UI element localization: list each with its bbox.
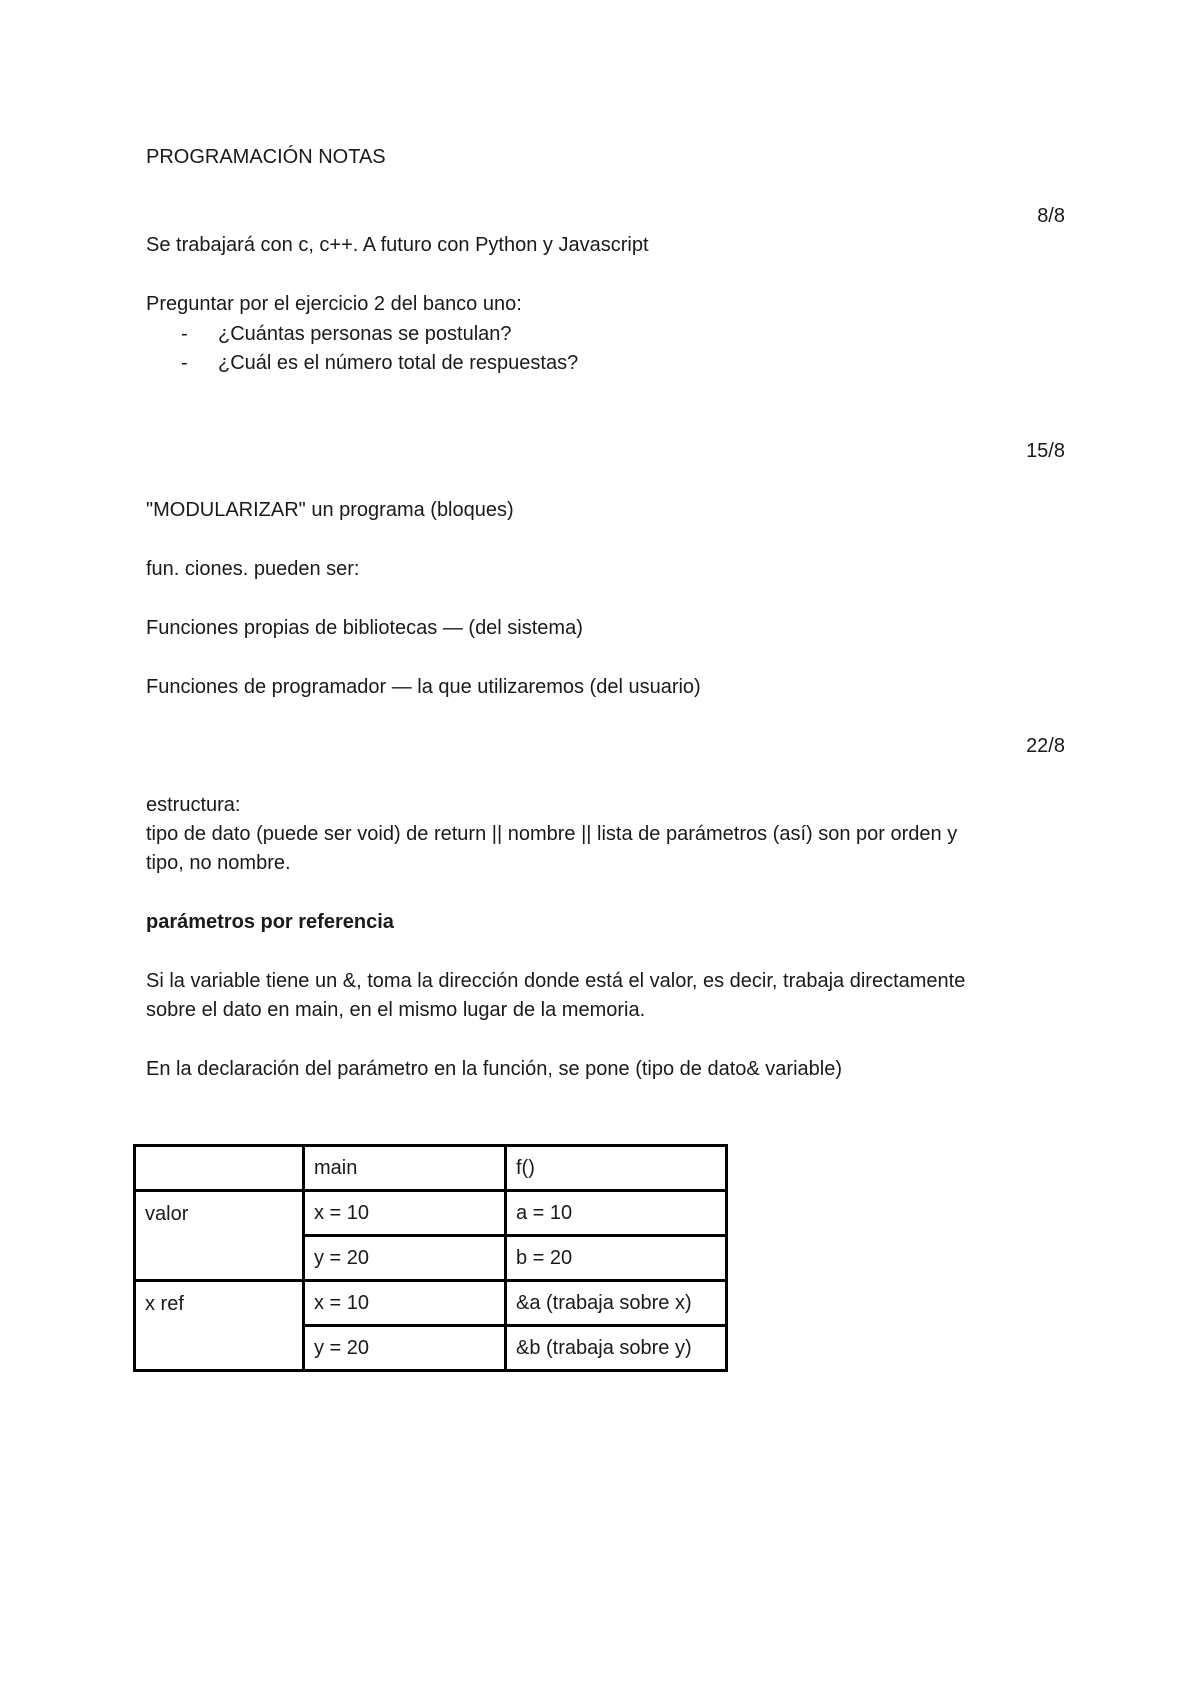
- table-row-label: x ref: [135, 1281, 304, 1371]
- note-line: Se trabajará con c, c++. A futuro con Python y Javascript: [146, 234, 649, 256]
- table-header-cell: f(): [506, 1146, 727, 1191]
- paragraph-line: Si la variable tiene un &, toma la dirección donde está el valor, es decir, trabaja directamente: [146, 970, 966, 992]
- paragraph-line: sobre el dato en main, en el mismo lugar de la memoria.: [146, 999, 646, 1021]
- date-label-1: 8/8: [1037, 205, 1065, 227]
- table-row-label: valor: [135, 1191, 304, 1281]
- note-line: Funciones propias de bibliotecas — (del sistema): [146, 617, 583, 639]
- note-line: tipo, no nombre.: [146, 852, 291, 874]
- section-heading: parámetros por referencia: [146, 911, 394, 933]
- bullet-marker: -: [181, 323, 188, 345]
- page-title: PROGRAMACIÓN NOTAS: [146, 146, 386, 168]
- table-cell: &a (trabaja sobre x): [506, 1281, 727, 1326]
- date-label-3: 22/8: [1026, 735, 1065, 757]
- table-cell: y = 20: [304, 1326, 506, 1371]
- note-line: fun. ciones. pueden ser:: [146, 558, 360, 580]
- parameter-table: [133, 1144, 728, 1372]
- bullet-item: ¿Cuántas personas se postulan?: [218, 323, 512, 345]
- note-line: "MODULARIZAR" un programa (bloques): [146, 499, 514, 521]
- paragraph-line: En la declaración del parámetro en la función, se pone (tipo de dato& variable): [146, 1058, 842, 1080]
- date-label-2: 15/8: [1026, 440, 1065, 462]
- note-line: tipo de dato (puede ser void) de return || nombre || lista de parámetros (así) son por orden y: [146, 823, 958, 845]
- table-row: [135, 1281, 727, 1326]
- table-cell: a = 10: [506, 1191, 727, 1236]
- note-line: estructura:: [146, 794, 241, 816]
- table-cell: x = 10: [304, 1281, 506, 1326]
- table-header-row: [135, 1146, 727, 1191]
- table-cell: y = 20: [304, 1236, 506, 1281]
- table-header-cell: [135, 1146, 304, 1191]
- bullet-item: ¿Cuál es el número total de respuestas?: [218, 352, 579, 374]
- table-cell: b = 20: [506, 1236, 727, 1281]
- table-cell: &b (trabaja sobre y): [506, 1326, 727, 1371]
- note-line: Funciones de programador — la que utilizaremos (del usuario): [146, 676, 701, 698]
- question-intro: Preguntar por el ejercicio 2 del banco uno:: [146, 293, 522, 315]
- table-header-cell: main: [304, 1146, 506, 1191]
- table-row: [135, 1191, 727, 1236]
- bullet-marker: -: [181, 352, 188, 374]
- table-cell: x = 10: [304, 1191, 506, 1236]
